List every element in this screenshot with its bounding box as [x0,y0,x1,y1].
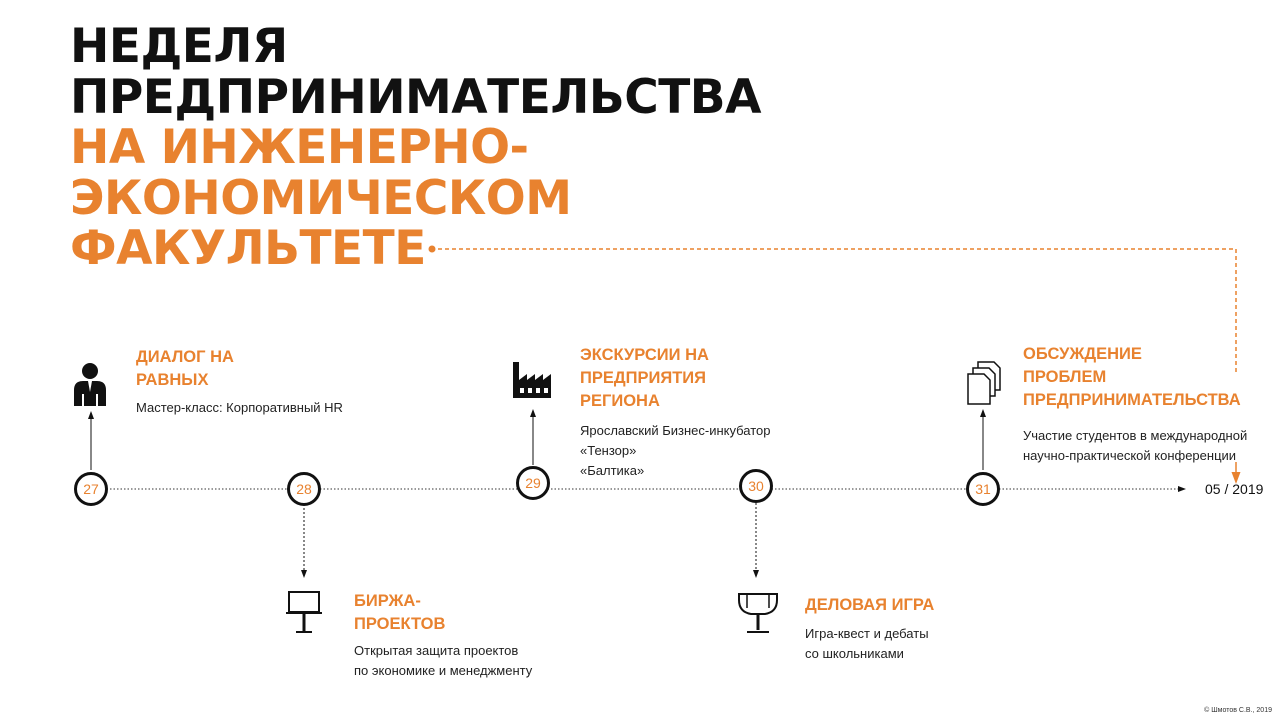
event-desc-line: по экономике и менеджменту [354,663,533,678]
event-desc-line: научно-практической конференции [1023,448,1237,463]
event-29-title [580,344,709,413]
event-27-title [136,346,234,392]
timeline-node-27: 27 [74,472,108,506]
event-29-description [580,421,771,481]
event-title-line: ОБСУЖДЕНИЕ [1023,345,1142,363]
title-line: ФАКУЛЬТЕТЕ [70,221,426,276]
event-30-description [805,624,929,664]
event-title-line: РЕГИОНА [580,392,660,410]
timeline-node-31: 31 [966,472,1000,506]
event-title-line: ПРЕДПРИЯТИЯ [580,369,707,387]
event-desc-line: Открытая защита проектов [354,643,519,658]
person-icon [72,362,108,406]
timeline-node-29: 29 [516,466,550,500]
event-title-line: РАВНЫХ [136,371,209,389]
event-title-line: ПРЕДПРИНИМАТЕЛЬСТВА [1023,391,1241,409]
event-desc-line: «Балтика» [580,463,645,478]
event-31-description [1023,426,1247,466]
factory-icon [511,358,553,400]
event-title-line: ДЕЛОВАЯ ИГРА [805,596,935,614]
timeline-node-30: 30 [739,469,773,503]
event-desc-line: Участие студентов в международной [1023,428,1248,443]
event-desc-line: «Тензор» [580,443,637,458]
event-desc-line: Игра-квест и дебаты [805,626,929,641]
presentation-board-icon [286,590,322,634]
podium-icon [737,590,779,636]
title-line: НЕДЕЛЯ [70,19,288,74]
event-title-line: БИРЖА- [354,592,421,610]
event-31-title [1023,343,1241,412]
event-desc-line: Ярославский Бизнес-инкубатор [580,423,771,438]
event-title-line: ПРОЕКТОВ [354,615,446,633]
event-28-title [354,590,445,636]
event-desc-line: Мастер-класс: Корпоративный HR [136,400,343,415]
title-line: ПРЕДПРИНИМАТЕЛЬСТВА [70,69,761,125]
event-desc-line: со школьниками [805,646,904,661]
timeline-end-date: 05 / 2019 [1205,481,1264,497]
title-line: НА ИНЖЕНЕРНО- [70,120,529,175]
event-title-line: ДИАЛОГ НА [136,348,234,366]
event-30-title [805,594,934,617]
copyright-note: © Шмотов С.В., 2019 [1204,707,1272,714]
documents-icon [964,360,1004,406]
event-28-description [354,641,532,681]
event-27-description [136,398,343,418]
timeline-node-28: 28 [287,472,321,506]
event-title-line: ЭКСКУРСИИ НА [580,346,709,364]
event-title-line: ПРОБЛЕМ [1023,368,1107,386]
connector-dot [429,246,436,253]
title-line: ЭКОНОМИЧЕСКОМ [70,170,572,226]
